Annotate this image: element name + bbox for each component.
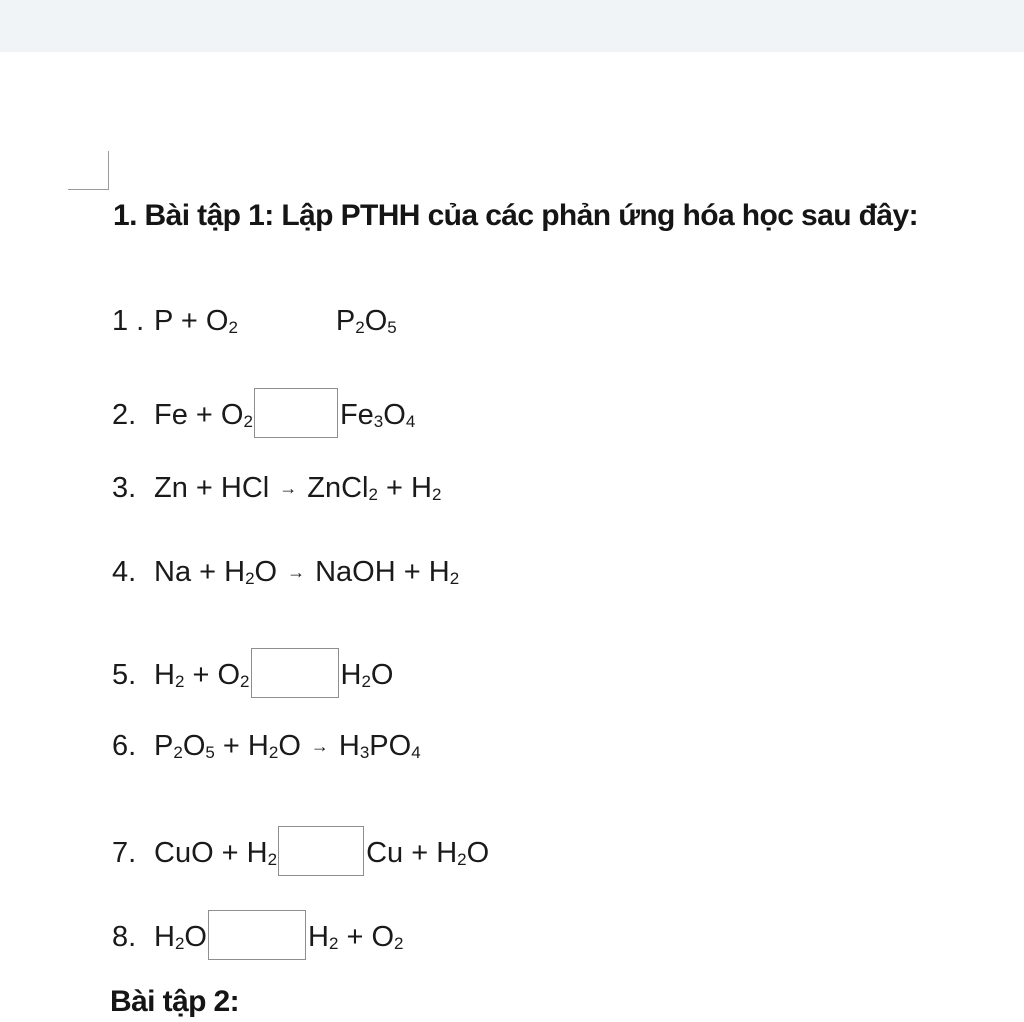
equation-rhs: $H_2O$ xyxy=(340,659,394,691)
equation-lhs: $H_2O$ xyxy=(154,921,207,953)
equation-rhs: $H_2 + O_2$ xyxy=(307,921,404,953)
arrow-blank-box[interactable] xyxy=(254,388,338,438)
equation-number: 3. xyxy=(112,472,137,504)
equation-number: 4. xyxy=(112,556,137,588)
equation-number: 5. xyxy=(112,659,137,691)
equation-rhs: $H_3PO_4$ xyxy=(338,730,421,762)
arrow-blank-box[interactable] xyxy=(251,648,339,698)
equation-rhs: NaOH + $H_2$ xyxy=(315,556,460,588)
page-corner-mark xyxy=(68,151,109,190)
equation-number: 2. xyxy=(112,399,137,431)
exercise-heading: 1. Bài tập 1: Lập PTHH của các phản ứng hóa học sau đây: xyxy=(113,199,918,232)
reaction-arrow-icon: → xyxy=(310,736,329,756)
equation-lhs: $Na + H_2O$ xyxy=(154,556,278,588)
arrow-blank-box[interactable] xyxy=(278,826,364,876)
equation-rhs: $P_2O_5$ xyxy=(335,305,397,337)
reaction-arrow-icon: → xyxy=(279,478,298,498)
equation-8 xyxy=(112,910,403,960)
reaction-arrow-icon: → xyxy=(287,562,306,582)
next-exercise-heading-cut: Bài tập 2: xyxy=(110,985,240,1018)
equation-rhs: $Cu + H_2O$ xyxy=(366,837,490,869)
top-toolbar-band xyxy=(0,0,1024,52)
equation-rhs: $Fe_3O_4$ xyxy=(339,399,416,431)
equation-2 xyxy=(112,388,415,438)
equation-lhs: $Fe + O_2$ xyxy=(154,399,253,431)
equation-7 xyxy=(112,826,489,876)
equation-4 xyxy=(112,552,459,592)
arrow-blank-box[interactable] xyxy=(208,910,306,960)
equation-1 xyxy=(112,301,397,341)
equation-3 xyxy=(112,468,441,508)
equation-number: 8. xyxy=(112,921,137,953)
equation-6 xyxy=(112,726,421,766)
equation-rhs: ZnCl$_2$ + $H_2$ xyxy=(307,472,442,504)
equation-lhs: $P + O_2$ xyxy=(154,305,238,337)
equation-number: 7. xyxy=(112,837,137,869)
equation-lhs: $P_2O_5 + H_2O$ xyxy=(154,730,301,762)
equation-lhs: Zn + HCl xyxy=(154,472,270,504)
equation-lhs: CuO + $H_2$ xyxy=(154,837,278,869)
equation-number: 1 . xyxy=(112,305,145,337)
equation-lhs: $H_2 + O_2$ xyxy=(154,659,250,691)
equation-5 xyxy=(112,648,393,698)
equation-number: 6. xyxy=(112,730,137,762)
